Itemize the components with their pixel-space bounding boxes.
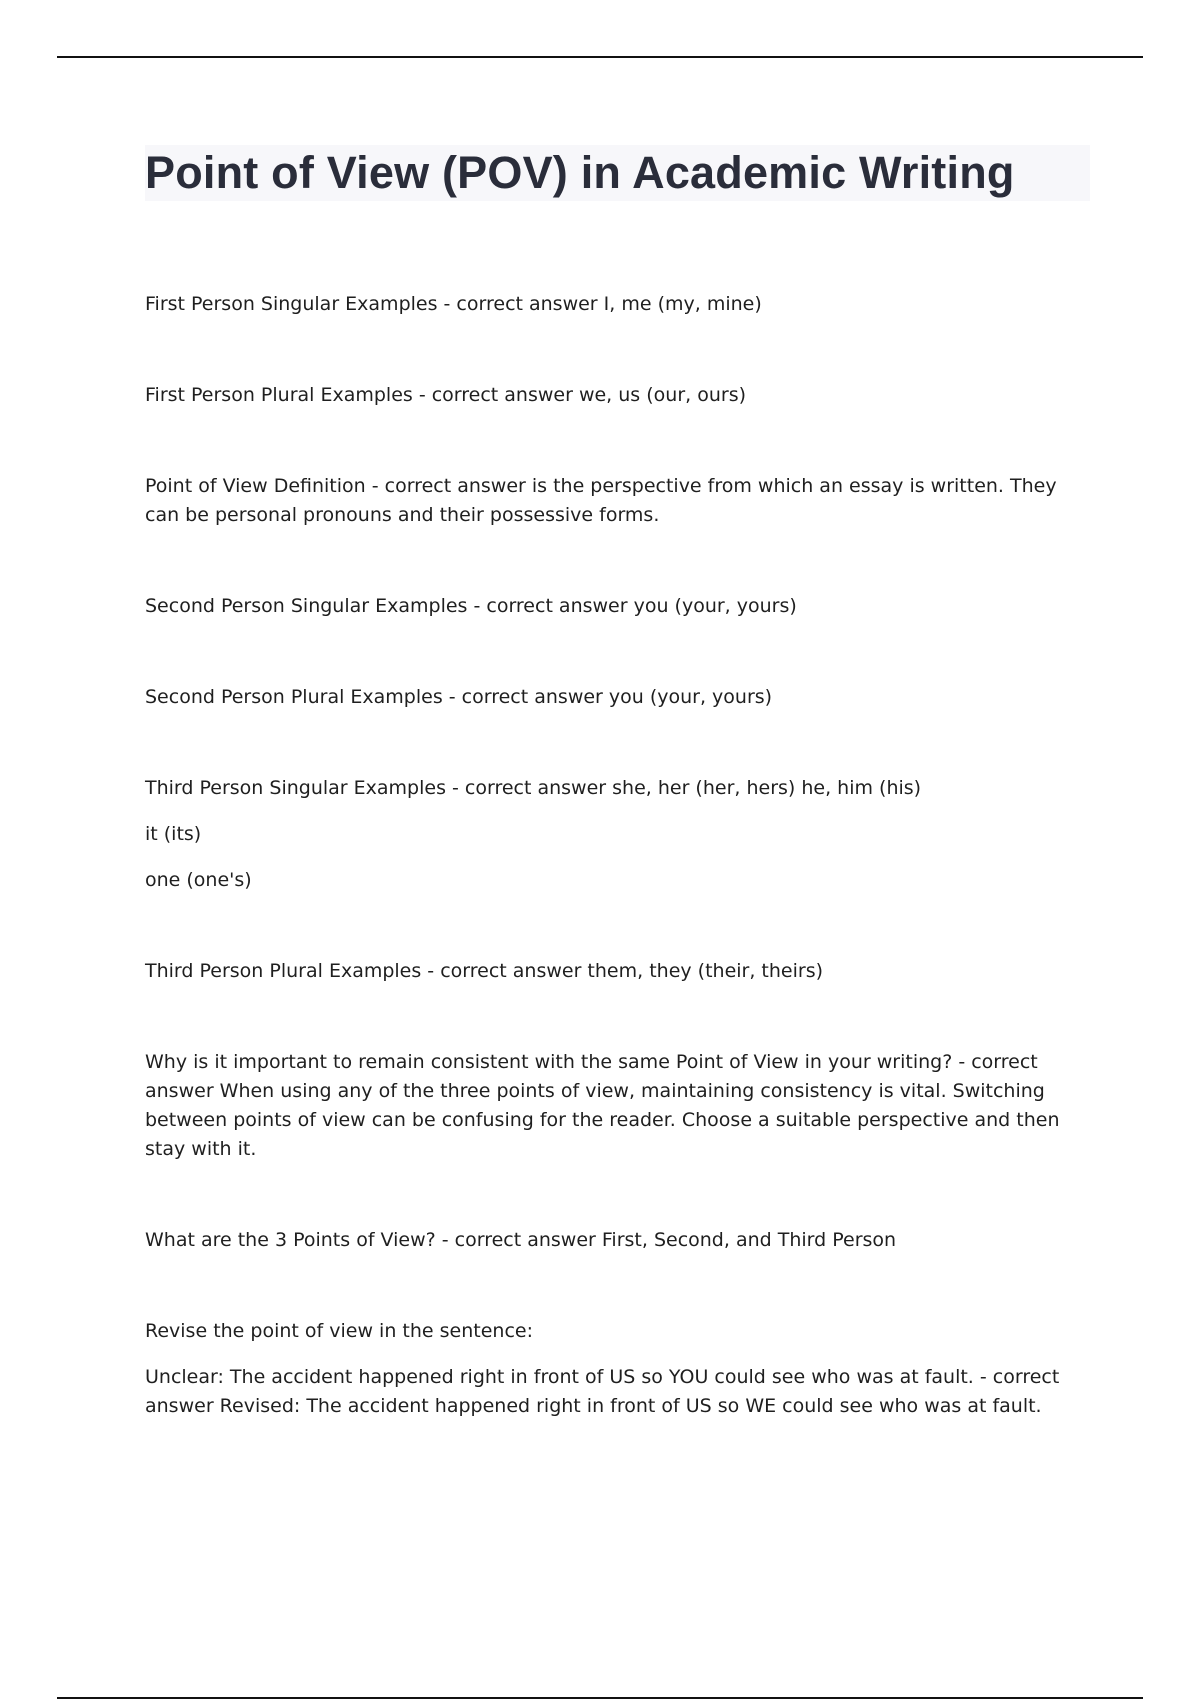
qa-item-revise-sentence (145, 1317, 1095, 1421)
qa-item-third-person-plural (145, 957, 1095, 986)
top-rule (57, 56, 1143, 58)
qa-text: Second Person Singular Examples - correct answer you (your, yours) (145, 595, 797, 617)
qa-text: Second Person Plural Examples - correct answer you (your, yours) (145, 686, 773, 708)
page-title: Point of View (POV) in Academic Writing (145, 145, 1090, 201)
qa-text: Third Person Singular Examples - correct answer she, her (her, hers) he, him (his) (145, 777, 922, 799)
qa-item-consistency (145, 1048, 1095, 1164)
qa-item-third-person-singular (145, 774, 1095, 895)
bottom-rule (57, 1697, 1143, 1699)
qa-text: Point of View Definition - correct answer is the perspective from which an essay is written. They can be personal pronouns and their possessive forms. (145, 475, 1057, 526)
qa-text: What are the 3 Points of View? - correct answer First, Second, and Third Person (145, 1229, 897, 1251)
qa-extra-line: Unclear: The accident happened right in front of US so YOU could see who was at fault. - correct answer Revised: The accident happened right in front of US so WE could see who was at fault. (145, 1366, 1060, 1417)
qa-extra-line: it (its) (145, 823, 202, 845)
qa-item-three-povs (145, 1226, 1095, 1255)
qa-text: First Person Plural Examples - correct answer we, us (our, ours) (145, 384, 747, 406)
qa-text: First Person Singular Examples - correct answer I, me (my, mine) (145, 293, 762, 315)
qa-item-first-person-plural (145, 381, 1095, 410)
qa-text: Why is it important to remain consistent with the same Point of View in your writing? - correct answer When using any of the three points of view, maintaining consistency is vital. Switching between points of view can be confusing for the reader. Choose a suitable perspective and then stay with it. (145, 1051, 1060, 1160)
qa-item-first-person-singular (145, 290, 1095, 319)
qa-extra-line: one (one's) (145, 869, 252, 891)
qa-text: Third Person Plural Examples - correct answer them, they (their, theirs) (145, 960, 824, 982)
qa-item-second-person-singular (145, 592, 1095, 621)
qa-list (145, 290, 1095, 1421)
qa-text: Revise the point of view in the sentence: (145, 1320, 533, 1342)
qa-item-pov-definition (145, 472, 1095, 530)
qa-item-second-person-plural (145, 683, 1095, 712)
